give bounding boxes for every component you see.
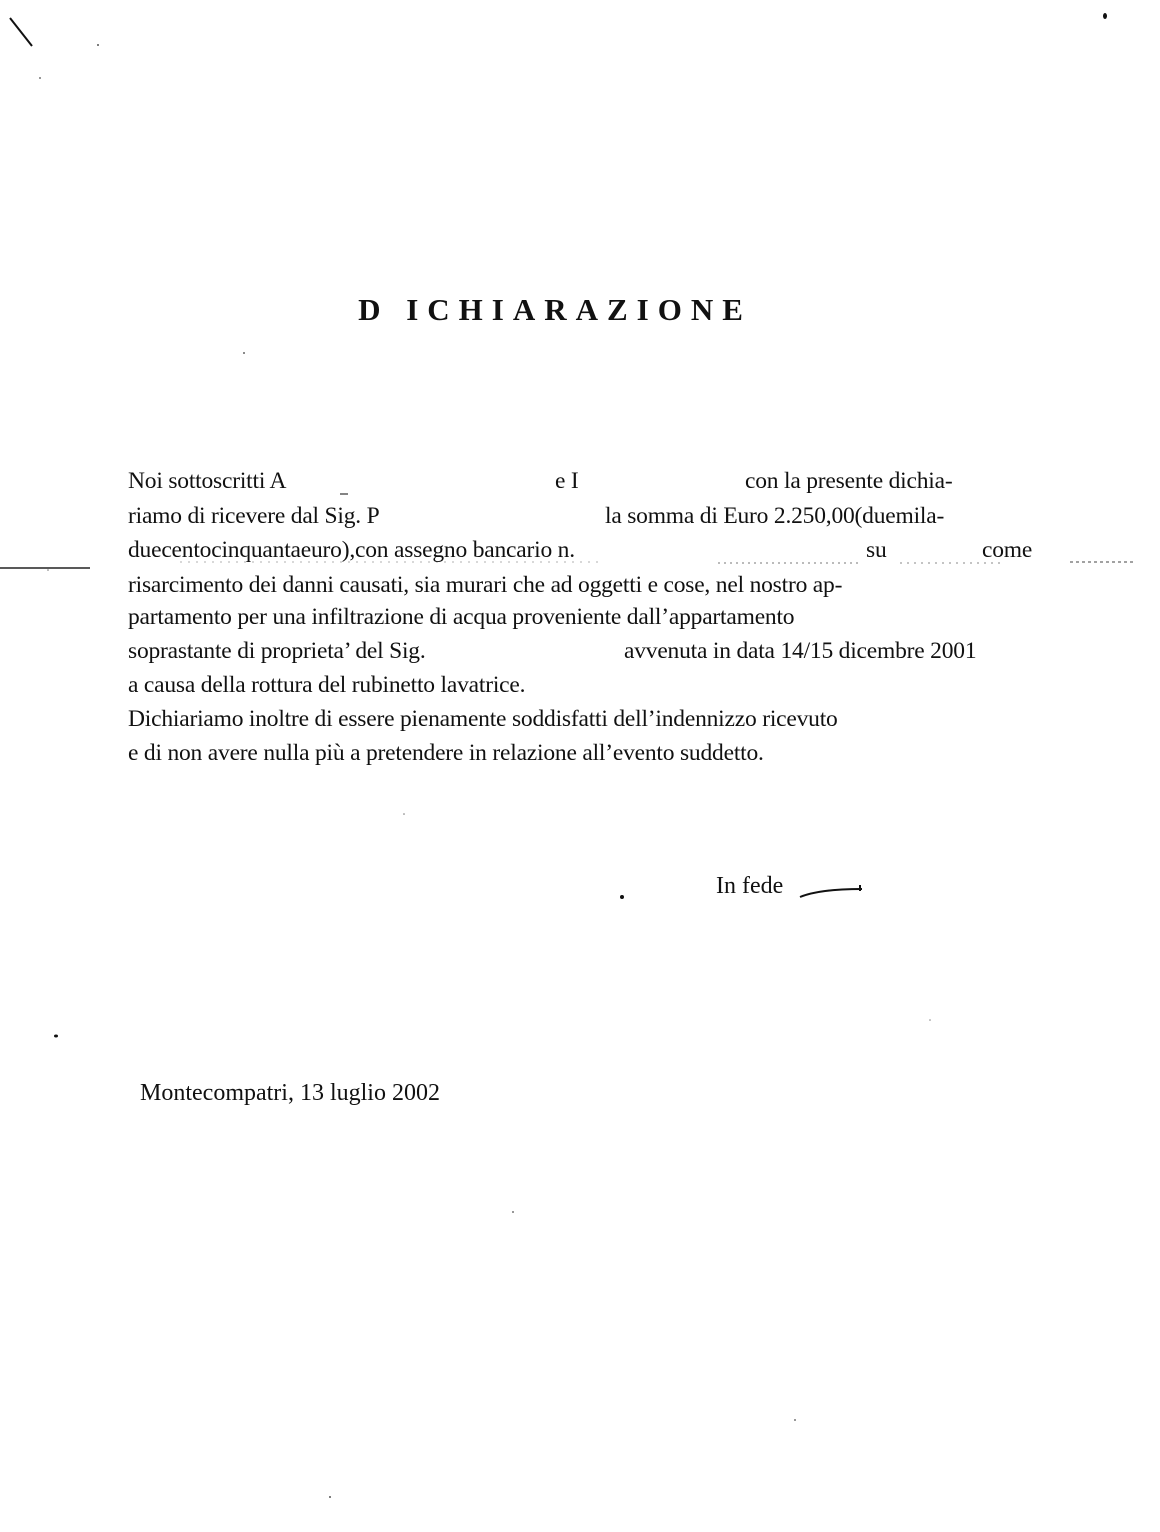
text-fragment: riamo di ricevere dal Sig. P (128, 503, 380, 529)
speck-top-right (1103, 13, 1107, 19)
speck (620, 895, 624, 899)
speck (243, 352, 245, 354)
body-line-3 (128, 536, 1078, 564)
document-title: D ICHIARAZIONE (358, 292, 752, 327)
text-fragment: e I (555, 468, 579, 494)
speck (794, 1419, 796, 1421)
text-fragment: Dichiariamo inoltre di essere pienamente soddisfatti dell’indennizzo ricevuto (128, 706, 838, 732)
text-fragment: risarcimento dei danni causati, sia murari che ad oggetti e cose, nel nostro ap- (128, 572, 843, 598)
speck (54, 1035, 58, 1038)
corner-stroke-mark (10, 18, 32, 46)
body-line-5 (128, 603, 794, 631)
text-fragment: duecentocinquantaeuro),con assegno bancario n. (128, 537, 575, 563)
text-fragment: soprastante di proprieta’ del Sig. (128, 638, 426, 664)
speck (403, 813, 405, 815)
place-date: Montecompatri, 13 luglio 2002 (140, 1080, 440, 1106)
body-line-8 (128, 705, 838, 733)
body-line-4 (128, 571, 842, 599)
signature-stroke (800, 889, 862, 897)
speck (929, 1019, 931, 1021)
speck (47, 569, 49, 571)
text-fragment: con la presente dichia- (745, 468, 953, 494)
text-fragment: la somma di Euro 2.250,00(duemila- (605, 503, 945, 529)
body-line-2 (128, 502, 1078, 530)
text-fragment: su (866, 537, 887, 563)
speck (329, 1496, 331, 1498)
text-fragment: avvenuta in data 14/15 dicembre 2001 (624, 638, 977, 664)
text-fragment: partamento per una infiltrazione di acqua proveniente dall’appartamento (128, 604, 795, 630)
text-fragment: e di non avere nulla più a pretendere in relazione all’evento suddetto. (128, 740, 764, 766)
speck (39, 77, 41, 79)
text-fragment: come (982, 537, 1033, 563)
body-line-9 (128, 739, 764, 767)
body-line-6 (128, 637, 1078, 665)
speck (97, 44, 99, 46)
text-fragment: a causa della rottura del rubinetto lavatrice. (128, 672, 526, 698)
body-line-1 (128, 467, 1078, 495)
speck (512, 1211, 514, 1213)
text-fragment: Noi sottoscritti A (128, 468, 287, 494)
body-line-7 (128, 671, 525, 699)
signature-label: In fede (716, 873, 784, 899)
